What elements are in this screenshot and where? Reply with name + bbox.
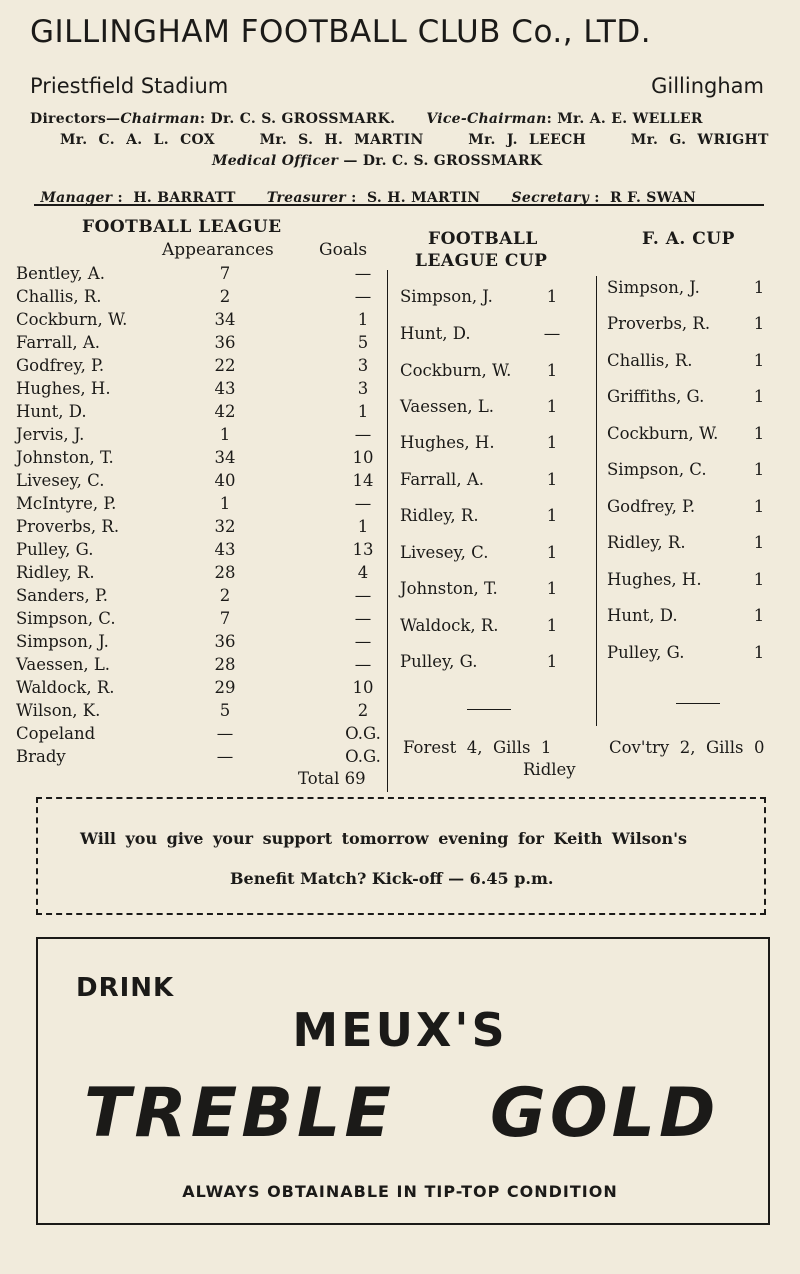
notice-line-1: Will you give your support tomorrow evening for Keith Wilson's bbox=[80, 829, 687, 848]
goals-value: 4 bbox=[357, 563, 369, 582]
table-row bbox=[16, 563, 386, 586]
player-name: Pulley, G. bbox=[607, 643, 685, 662]
player-name: Wilson, K. bbox=[16, 701, 101, 720]
goals-value: 13 bbox=[352, 540, 374, 559]
notice-line-2: Benefit Match? Kick-off — 6.45 p.m. bbox=[230, 869, 554, 888]
goals-value: 1 bbox=[546, 361, 558, 380]
goals-value: 1 bbox=[546, 616, 558, 635]
appearances-value: 34 bbox=[214, 448, 236, 467]
player-name: Hunt, D. bbox=[16, 402, 87, 421]
advert-word-treble: TREBLE bbox=[84, 1074, 395, 1153]
appearances-value: 28 bbox=[214, 655, 236, 674]
table-row bbox=[16, 425, 386, 448]
player-name: Livesey, C. bbox=[400, 543, 489, 562]
goals-value: 1 bbox=[357, 402, 369, 421]
goals-value: 1 bbox=[546, 397, 558, 416]
player-name: Hunt, D. bbox=[607, 606, 678, 625]
table-row bbox=[16, 609, 386, 632]
table-row bbox=[16, 287, 386, 310]
table-row bbox=[607, 387, 777, 417]
player-name: Ridley, R. bbox=[400, 506, 479, 525]
table-row bbox=[607, 314, 777, 344]
fa-cup-rule bbox=[676, 703, 720, 704]
player-name: Challis, R. bbox=[607, 351, 693, 370]
table-row bbox=[607, 497, 777, 527]
goals-value: 1 bbox=[753, 606, 765, 625]
goals-value: 1 bbox=[753, 278, 765, 297]
player-name: Copeland bbox=[16, 724, 96, 743]
player-name: Ridley, R. bbox=[607, 533, 686, 552]
appearances-value: 40 bbox=[214, 471, 236, 490]
table-row bbox=[400, 470, 570, 500]
table-row bbox=[16, 402, 386, 425]
player-name: Cockburn, W. bbox=[607, 424, 719, 443]
fa-cup-title: F. A. CUP bbox=[642, 229, 735, 249]
football-league-title: FOOTBALL LEAGUE bbox=[82, 217, 282, 237]
player-name: McIntyre, P. bbox=[16, 494, 117, 513]
table-row bbox=[16, 632, 386, 655]
player-name: Sanders, P. bbox=[16, 586, 108, 605]
table-row bbox=[400, 652, 570, 682]
secretary-label: Secretary bbox=[511, 190, 590, 206]
stadium-name: Priestfield Stadium bbox=[30, 74, 229, 98]
table-row bbox=[400, 543, 570, 573]
vice-chairman-name: : Mr. A. E. WELLER bbox=[546, 111, 703, 127]
medical-officer-name: — Dr. C. S. GROSSMARK bbox=[338, 153, 543, 169]
goals-value: — bbox=[354, 287, 372, 306]
player-name: Simpson, J. bbox=[607, 278, 700, 297]
player-name: Jervis, J. bbox=[16, 425, 85, 444]
table-row bbox=[400, 616, 570, 646]
goals-value: 1 bbox=[753, 643, 765, 662]
directors-list: Mr. C. A. L. COX Mr. S. H. MARTIN Mr. J. LEECH Mr. G. WRIGHT bbox=[60, 132, 769, 148]
goals-value: O.G. bbox=[345, 747, 381, 766]
appearances-value: 36 bbox=[214, 333, 236, 352]
appearances-value: 32 bbox=[214, 517, 236, 536]
appearances-value: — bbox=[216, 724, 234, 743]
goals-value: — bbox=[354, 264, 372, 283]
goals-value: 1 bbox=[753, 424, 765, 443]
column-divider bbox=[596, 276, 597, 726]
table-row bbox=[607, 570, 777, 600]
appearances-value: 28 bbox=[214, 563, 236, 582]
player-name: Simpson, J. bbox=[400, 287, 493, 306]
advert-tagline: ALWAYS OBTAINABLE IN TIP-TOP CONDITION bbox=[182, 1182, 618, 1201]
league-cup-scorer: Ridley bbox=[523, 760, 576, 779]
appearances-value: — bbox=[216, 747, 234, 766]
goals-value: 1 bbox=[753, 533, 765, 552]
goals-value: — bbox=[543, 324, 561, 343]
table-row bbox=[16, 494, 386, 517]
player-name: Godfrey, P. bbox=[16, 356, 105, 375]
player-name: Simpson, J. bbox=[16, 632, 109, 651]
league-cup-title-line1: FOOTBALL bbox=[428, 229, 538, 249]
table-row bbox=[16, 655, 386, 678]
table-row bbox=[16, 264, 386, 287]
goals-total: Total 69 bbox=[298, 769, 366, 788]
player-name: Ridley, R. bbox=[16, 563, 95, 582]
table-row bbox=[607, 606, 777, 636]
player-name: Hunt, D. bbox=[400, 324, 471, 343]
goals-value: 5 bbox=[357, 333, 369, 352]
goals-value: 1 bbox=[357, 517, 369, 536]
table-row bbox=[607, 643, 777, 673]
goals-value: 1 bbox=[546, 579, 558, 598]
advert-brand: MEUX'S bbox=[292, 1003, 508, 1057]
town-name: Gillingham bbox=[651, 74, 764, 98]
player-name: Proverbs, R. bbox=[607, 314, 711, 333]
goals-value: 3 bbox=[357, 379, 369, 398]
fa-cup-result: Cov'try 2, Gills 0 bbox=[609, 738, 765, 757]
table-row bbox=[16, 379, 386, 402]
player-name: Simpson, C. bbox=[16, 609, 116, 628]
appearances-value: 1 bbox=[219, 425, 231, 444]
table-row bbox=[607, 278, 777, 308]
benefit-match-notice bbox=[36, 797, 766, 915]
goals-value: 1 bbox=[753, 387, 765, 406]
appearances-value: 7 bbox=[219, 609, 231, 628]
goals-value: 1 bbox=[753, 497, 765, 516]
table-row bbox=[16, 701, 386, 724]
table-row bbox=[16, 356, 386, 379]
player-name: Hughes, H. bbox=[16, 379, 111, 398]
appearances-value: 22 bbox=[214, 356, 236, 375]
player-name: Johnston, T. bbox=[16, 448, 114, 467]
league-cup-title-line2: LEAGUE CUP bbox=[415, 251, 548, 271]
player-name: Griffiths, G. bbox=[607, 387, 705, 406]
player-name: Vaessen, L. bbox=[400, 397, 495, 416]
player-name: Waldock, R. bbox=[400, 616, 499, 635]
goals-value: 1 bbox=[753, 460, 765, 479]
player-name: Farrall, A. bbox=[400, 470, 484, 489]
table-row bbox=[400, 579, 570, 609]
manager-name: : H. BARRATT bbox=[112, 190, 236, 206]
goals-value: 3 bbox=[357, 356, 369, 375]
appearances-value: 36 bbox=[214, 632, 236, 651]
appearances-value: 29 bbox=[214, 678, 236, 697]
staff-line bbox=[30, 174, 696, 206]
chairman-label: Chairman bbox=[120, 111, 200, 127]
player-name: Hughes, H. bbox=[607, 570, 702, 589]
table-row bbox=[607, 351, 777, 381]
goals-value: 10 bbox=[352, 448, 374, 467]
player-name: Farrall, A. bbox=[16, 333, 100, 352]
treasurer-label: Treasurer bbox=[266, 190, 346, 206]
goals-value: 1 bbox=[546, 652, 558, 671]
appearances-value: 7 bbox=[219, 264, 231, 283]
player-name: Pulley, G. bbox=[400, 652, 478, 671]
table-row bbox=[400, 361, 570, 391]
goals-value: — bbox=[354, 425, 372, 444]
goals-value: 1 bbox=[753, 314, 765, 333]
goals-value: — bbox=[354, 609, 372, 628]
goals-value: 1 bbox=[546, 543, 558, 562]
table-row bbox=[607, 460, 777, 490]
goals-header: Goals bbox=[319, 240, 368, 260]
advert-drink: DRINK bbox=[76, 973, 175, 1003]
league-cup-result: Forest 4, Gills 1 bbox=[403, 738, 552, 757]
player-name: Vaessen, L. bbox=[16, 655, 111, 674]
appearances-value: 1 bbox=[219, 494, 231, 513]
column-divider bbox=[387, 270, 388, 792]
appearances-value: 5 bbox=[219, 701, 231, 720]
player-name: Pulley, G. bbox=[16, 540, 94, 559]
player-name: Simpson, C. bbox=[607, 460, 707, 479]
appearances-value: 43 bbox=[214, 379, 236, 398]
chairman-name: : Dr. C. S. GROSSMARK. bbox=[199, 111, 396, 127]
table-row bbox=[16, 724, 386, 747]
player-name: Johnston, T. bbox=[400, 579, 498, 598]
table-row bbox=[400, 287, 570, 317]
player-name: Godfrey, P. bbox=[607, 497, 696, 516]
club-title: GILLINGHAM FOOTBALL CLUB Co., LTD. bbox=[30, 14, 652, 50]
goals-value: — bbox=[354, 494, 372, 513]
table-row bbox=[400, 324, 570, 354]
header-divider bbox=[34, 204, 764, 206]
appearances-value: 34 bbox=[214, 310, 236, 329]
goals-value: — bbox=[354, 632, 372, 651]
table-row bbox=[16, 471, 386, 494]
goals-value: — bbox=[354, 586, 372, 605]
appearances-value: 2 bbox=[219, 586, 231, 605]
appearances-value: 2 bbox=[219, 287, 231, 306]
player-name: Cockburn, W. bbox=[16, 310, 128, 329]
table-row bbox=[16, 747, 386, 770]
goals-value: 2 bbox=[357, 701, 369, 720]
table-row bbox=[16, 310, 386, 333]
goals-value: 1 bbox=[546, 470, 558, 489]
table-row bbox=[607, 533, 777, 563]
directors-label: Directors— bbox=[30, 111, 121, 127]
table-row bbox=[16, 517, 386, 540]
table-row bbox=[607, 424, 777, 454]
player-name: Livesey, C. bbox=[16, 471, 105, 490]
appearances-value: 43 bbox=[214, 540, 236, 559]
player-name: Waldock, R. bbox=[16, 678, 115, 697]
directors-line bbox=[30, 111, 703, 127]
manager-label: Manager bbox=[40, 190, 113, 206]
player-name: Hughes, H. bbox=[400, 433, 495, 452]
league-cup-rule bbox=[467, 709, 511, 710]
table-row bbox=[16, 540, 386, 563]
medical-officer-label: Medical Officer bbox=[212, 153, 339, 169]
goals-value: 1 bbox=[753, 570, 765, 589]
advert-word-gold: GOLD bbox=[490, 1074, 720, 1153]
goals-value: 1 bbox=[546, 287, 558, 306]
table-row bbox=[400, 506, 570, 536]
table-row bbox=[16, 333, 386, 356]
goals-value: O.G. bbox=[345, 724, 381, 743]
treasurer-name: : S. H. MARTIN bbox=[345, 190, 481, 206]
table-row bbox=[16, 448, 386, 471]
table-row bbox=[16, 678, 386, 701]
table-row bbox=[400, 433, 570, 463]
goals-value: 1 bbox=[546, 433, 558, 452]
medical-officer-line bbox=[212, 153, 542, 169]
appearances-value: 42 bbox=[214, 402, 236, 421]
goals-value: — bbox=[354, 655, 372, 674]
player-name: Challis, R. bbox=[16, 287, 102, 306]
player-name: Cockburn, W. bbox=[400, 361, 512, 380]
goals-value: 14 bbox=[352, 471, 374, 490]
vice-chairman-label: Vice-Chairman bbox=[426, 111, 547, 127]
player-name: Proverbs, R. bbox=[16, 517, 120, 536]
table-row bbox=[16, 586, 386, 609]
secretary-name: : R F. SWAN bbox=[589, 190, 697, 206]
goals-value: 1 bbox=[753, 351, 765, 370]
goals-value: 1 bbox=[546, 506, 558, 525]
goals-value: 10 bbox=[352, 678, 374, 697]
goals-value: 1 bbox=[357, 310, 369, 329]
appearances-header: Appearances bbox=[162, 240, 274, 260]
player-name: Bentley, A. bbox=[16, 264, 105, 283]
table-row bbox=[400, 397, 570, 427]
player-name: Brady bbox=[16, 747, 66, 766]
